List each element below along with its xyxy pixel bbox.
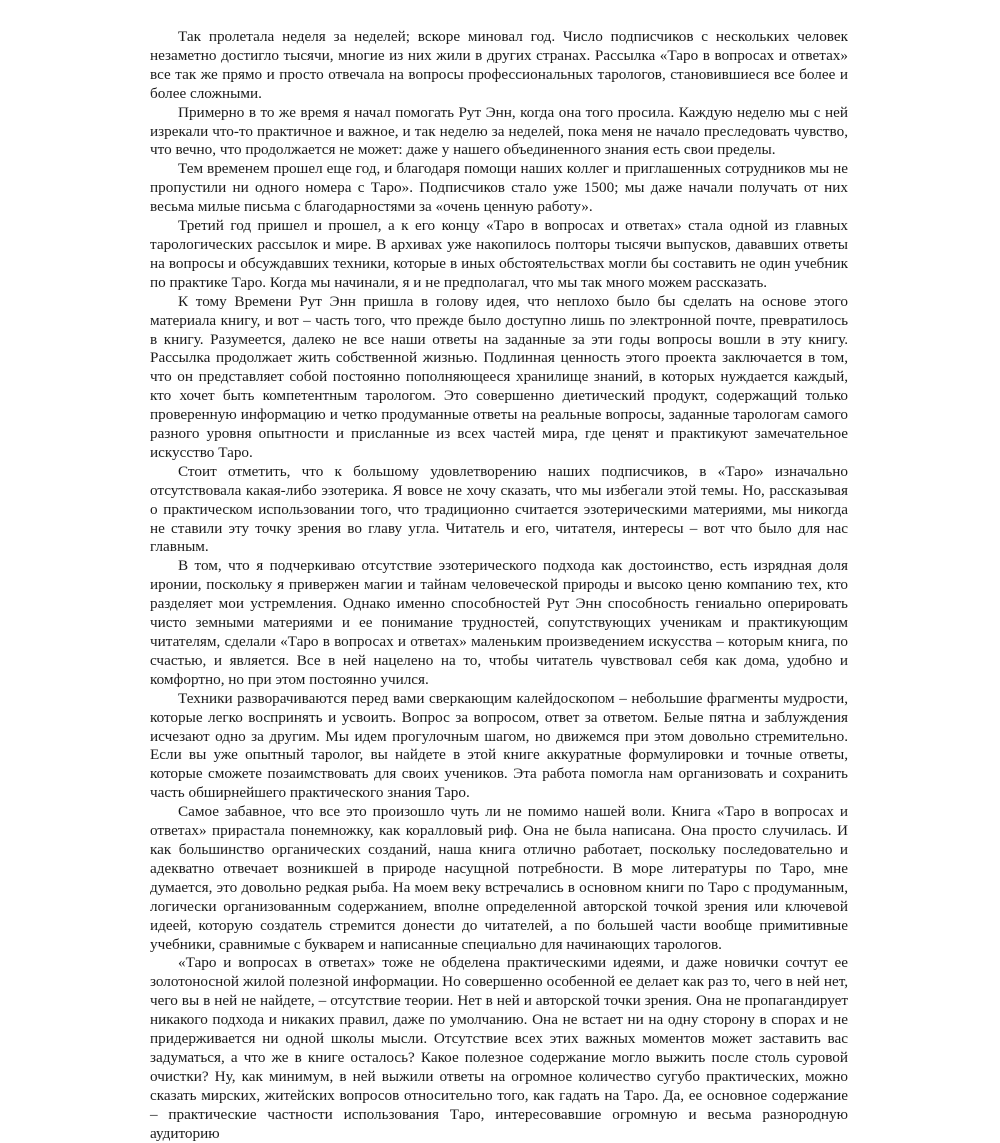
paragraph-7: В том, что я подчеркиваю отсутствие эзотерического подхода как достоинство, есть изрядная доля иронии, поскольку я привержен магии и тайнам человеческой природы и высоко ценю компанию тех, кто разделяет мои устремления. Однако именно способностей Рут Энн способность гениально оперировать чисто земными материями и ее понимание трудностей, сопутствующих ученикам и практикующим читателям, сделали «Таро в вопросах и ответах» маленьким произведением искусства – которым книга, по счастью, и является. Все в ней нацелено на то, чтобы читатель чувствовал себя как дома, удобно и комфортно, но при этом постоянно учился. — [150, 557, 848, 688]
paragraph-10: «Таро и вопросах в ответах» тоже не обделена практическими идеями, и даже новички сочтут ее золотоносной жилой полезной информации. Но совершенно особенной ее делает как раз то, чего в ней нет, чего вы в ней не найдете, – отсутствие теории. Нет в ней и авторской точки зрения. Она не пропагандирует никакого подхода и никаких правил, даже по умолчанию. Она не встает ни на одну сторону в спорах и не придерживается ни одной школы мысли. Отсутствие всех этих важных моментов может заставить вас задуматься, а что же в книге осталось? Какое полезное содержание могло выжить после столь суровой очистки? Ну, как минимум, в ней выжили ответы на огромное количество сугубо практических, можно сказать мирских, житейских вопросов относительно того, как гадать на Таро. Да, ее основное содержание – практические частности использования Таро, интересовавшие огромную и весьма разнородную аудиторию — [150, 954, 848, 1142]
paragraph-4: Третий год пришел и прошел, а к его концу «Таро в вопросах и ответах» стала одной из главных тарологических рассылок и мире. В архивах уже накопилось полторы тысячи выпусков, дававших ответы на вопросы и обсуждавших техники, которые в иных обстоятельствах могли бы составить не один учебник по практике Таро. Когда мы начинали, я и не предполагал, что мы так много можем рассказать. — [150, 217, 848, 291]
paragraph-9: Самое забавное, что все это произошло чуть ли не помимо нашей воли. Книга «Таро в вопросах и ответах» прирастала понемножку, как коралловый риф. Она не была написана. Она просто случилась. И как большинство органических созданий, наша книга отлично работает, поскольку последовательно и адекватно отвечает возникшей в природе насущной потребности. В море литературы по Таро, мне думается, это довольно редкая рыба. На моем веку встречались в основном книги по Таро с продуманным, логически организованным содержанием, вполне определенной авторской точкой зрения или ключевой идеей, которую создатель стремится донести до читателей, а по большей части вообще примитивные учебники, сравнимые с букварем и написанные специально для начинающих тарологов. — [150, 803, 848, 953]
paragraph-6: Стоит отметить, что к большому удовлетворению наших подписчиков, в «Таро» изначально отсутствовала какая-либо эзотерика. Я вовсе не хочу сказать, что мы избегали этой темы. Но, рассказывая о практическом использовании того, что традиционно считается эзотерическими материями, мы никогда не ставили эту точку зрения во главу угла. Читатель и его, читателя, интересы – вот что было для нас главным. — [150, 462, 848, 556]
paragraph-8: Техники разворачиваются перед вами сверкающим калейдоскопом – небольшие фрагменты мудрости, которые легко воспринять и усвоить. Вопрос за вопросом, ответ за ответом. Белые пятна и заблуждения исчезают одно за другим. Мы идем прогулочным шагом, но движемся при этом довольно стремительно. Если вы уже опытный таролог, вы найдете в этой книге аккуратные формулировки и точные ответы, которые сможете позаимствовать для своих учеников. Эта работа помогла нам организовать и сохранить часть обширнейшего практического знания Таро. — [150, 689, 848, 802]
book-page — [150, 28, 848, 1142]
paragraph-1: Так пролетала неделя за неделей; вскоре миновал год. Число подписчиков с нескольких человек незаметно достигло тысячи, многие из них жили в других странах. Рассылка «Таро в вопросах и ответах» все так же прямо и просто отвечала на вопросы профессиональных тарологов, становившиеся все более и более сложными. — [150, 28, 848, 102]
paragraph-2: Примерно в то же время я начал помогать Рут Энн, когда она того просила. Каждую неделю мы с ней изрекали что-то практичное и важное, и так неделю за неделей, пока меня не начало преследовать чувство, что вечно, что продолжается не может: даже у нашего объединенного знания есть свои пределы. — [150, 103, 848, 159]
paragraph-5: К тому Времени Рут Энн пришла в голову идея, что неплохо было бы сделать на основе этого материала книгу, и вот – часть того, что прежде было доступно лишь по электронной почте, превратилось в книгу. Разумеется, далеко не все наши ответы на заданные за эти годы вопросы вошли в эту книгу. Рассылка продолжает жить собственной жизнью. Подлинная ценность этого проекта заключается в том, что он представляет собой постоянно пополняющееся хранилище знаний, в которых нуждается каждый, кто хочет быть компетентным тарологом. Это совершенно диетический продукт, содержащий только проверенную информацию и четко продуманные ответы на реальные вопросы, заданные тарологам самого разного уровня опытности и присланные из всех частей мира, где ценят и практикуют замечательное искусство Таро. — [150, 292, 848, 461]
paragraph-3: Тем временем прошел еще год, и благодаря помощи наших коллег и приглашенных сотрудников мы не пропустили ни одного номера с Таро». Подписчиков стало уже 1500; мы даже начали получать от них весьма милые письма с благодарностями за «очень ценную работу». — [150, 160, 848, 216]
